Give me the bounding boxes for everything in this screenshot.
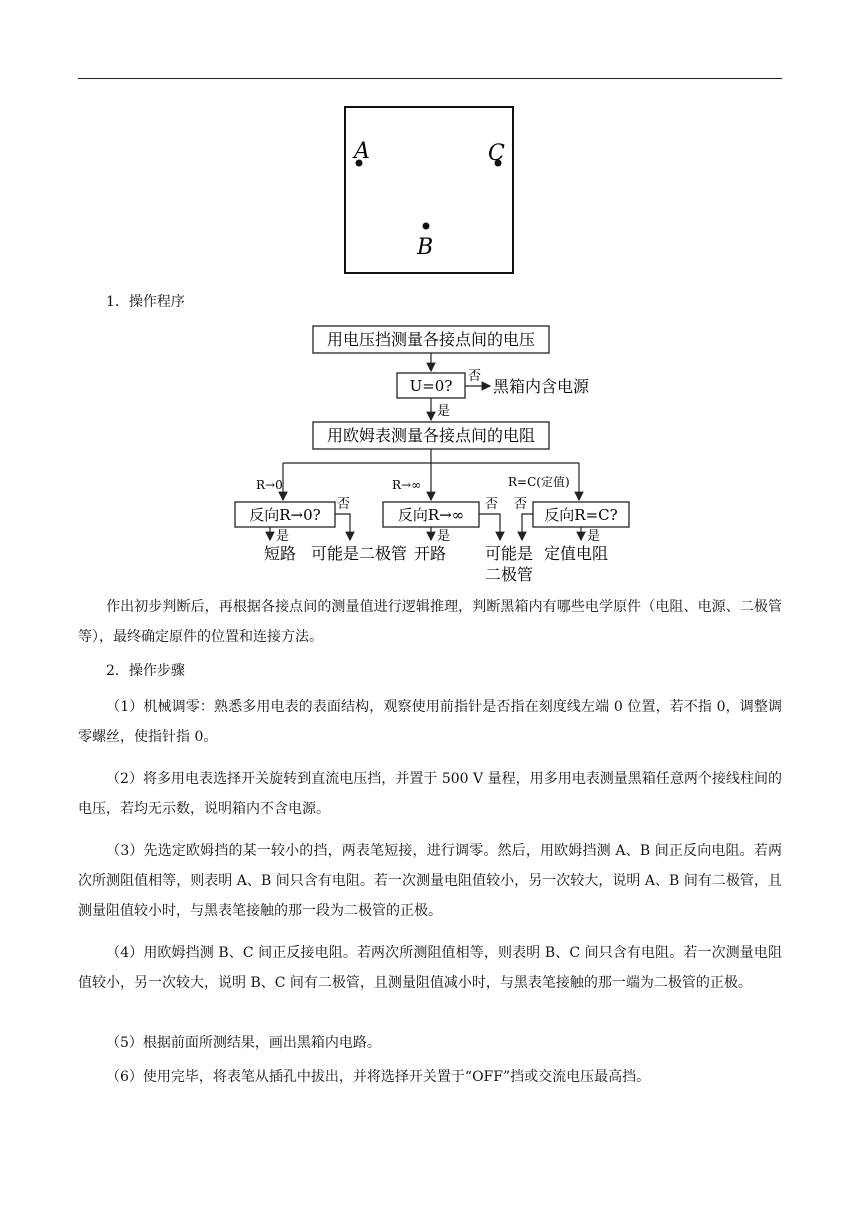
intro-text: 作出初步判断后，再根据各接点间的测量值进行逻辑推理，判断黑箱内有哪些电学原件（电阻、电源、二极管等），最终确定原件的位置和连接方法。 bbox=[78, 599, 782, 645]
flow-right-yes: 是 bbox=[587, 529, 601, 544]
flow-left-no: 否 bbox=[337, 497, 351, 512]
flow-branch-left: R→0 bbox=[256, 478, 283, 492]
section-2-heading: 2．操作步骤 bbox=[106, 663, 185, 679]
flow-mid-q-text: 反向R→∞ bbox=[397, 506, 465, 524]
intro-paragraph bbox=[78, 592, 782, 652]
flow-step1-text: 用电压挡测量各接点间的电压 bbox=[326, 330, 536, 349]
step-2: （2）将多用电表选择开关旋转到直流电压挡，并置于 500 V 量程，用多用电表测量黑箱任意两个接线柱间的电压，若均无示数，说明箱内不含电源。 bbox=[78, 771, 782, 817]
step-3: （3）先选定欧姆挡的某一较小的挡，两表笔短接，进行调零。然后，用欧姆挡测 A、B 间正反向电阻。若两次所测阻值相等，则表明 A、B 间只含有电阻。若一次测量电阻值较小，另一次较大，说明 A、B 间有二极管，且测量阻值较小时，与黑表笔接触的那一段为二极管的正极。 bbox=[78, 843, 782, 919]
section-1-heading: 1．操作程序 bbox=[106, 294, 185, 310]
flow-mid-no-result-2: 二极管 bbox=[485, 565, 534, 584]
flow-q1-no: 否 bbox=[468, 369, 482, 384]
flow-left-yes-result: 短路 bbox=[264, 544, 297, 563]
flow-mid-yes-result: 开路 bbox=[414, 544, 447, 563]
step-4: （4）用欧姆挡测 B、C 间正反接电阻。若两次所测阻值相等，则表明 B、C 间只含有电阻。若一次测量电阻值较小，另一次较大，说明 B、C 间有二极管，且测量阻值减小时，与黑表笔接触的那一端为二极管的正极。 bbox=[78, 945, 782, 991]
procedure-flowchart bbox=[0, 0, 860, 600]
flow-q1-no-result: 黑箱内含电源 bbox=[493, 377, 590, 396]
flow-q1-yes: 是 bbox=[437, 404, 451, 419]
flow-right-yes-result: 定值电阻 bbox=[544, 544, 609, 563]
step-6: （6）使用完毕，将表笔从插孔中拔出，并将选择开关置于“OFF”挡或交流电压最高挡。 bbox=[106, 1069, 651, 1085]
flow-left-no-result: 可能是二极管 bbox=[311, 544, 408, 563]
flow-q1-text: U=0? bbox=[409, 377, 453, 395]
flow-branch-right: R=C(定值) bbox=[508, 475, 570, 489]
flow-mid-no-result-1: 可能是 bbox=[485, 544, 534, 563]
flow-left-yes: 是 bbox=[276, 529, 290, 544]
terminal-b-label: B bbox=[417, 235, 434, 260]
flow-right-q-text: 反向R=C? bbox=[544, 506, 618, 524]
step-1: （1）机械调零：熟悉多用电表的表面结构，观察使用前指针是否指在刻度线左端 0 位置，若不指 0，调整调零螺丝，使指针指 0。 bbox=[78, 699, 782, 745]
flow-right-no: 否 bbox=[514, 497, 528, 512]
flow-branch-mid: R→∞ bbox=[392, 478, 422, 492]
terminal-a-label: A bbox=[354, 139, 370, 164]
flow-mid-yes: 是 bbox=[437, 529, 451, 544]
flow-left-q-text: 反向R→0? bbox=[249, 506, 321, 524]
flow-mid-no: 否 bbox=[485, 497, 499, 512]
step-5: （5）根据前面所测结果，画出黑箱内电路。 bbox=[106, 1035, 381, 1051]
flow-step2-text: 用欧姆表测量各接点间的电阻 bbox=[326, 426, 536, 445]
terminal-c-label: C bbox=[488, 141, 505, 166]
